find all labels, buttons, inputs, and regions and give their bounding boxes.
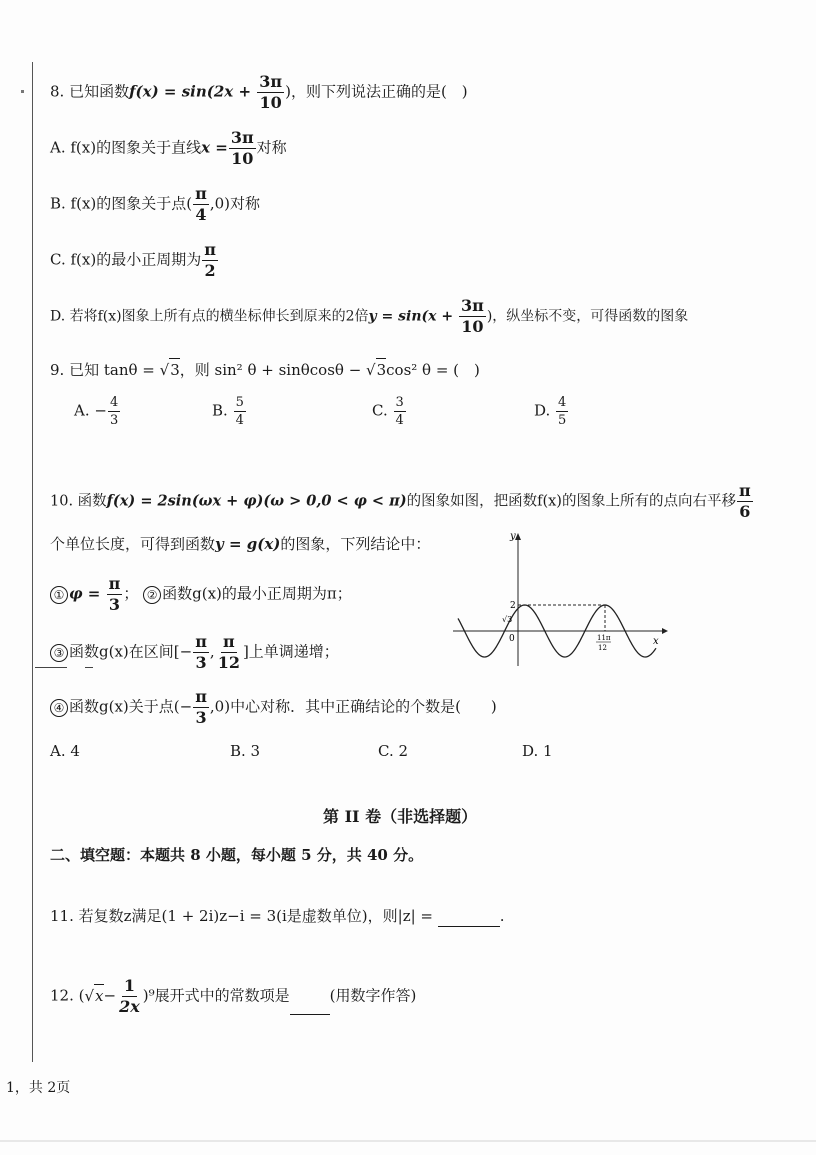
page-footer: 1，共 2页	[6, 1080, 71, 1096]
q11-answer-blank[interactable]	[438, 904, 500, 927]
q10-s4-num: π	[195, 687, 207, 706]
q8-c-num: π	[204, 240, 216, 259]
q10-function: f(x) = 2sin(ωx + φ)(ω > 0,0 < φ < π)	[106, 492, 407, 510]
scan-dash	[35, 667, 67, 668]
q10-option-b: B. 3	[230, 742, 261, 760]
q10-shift-fraction	[737, 483, 753, 520]
origin-label: 0	[509, 634, 515, 644]
q12-minus: −	[103, 986, 117, 1005]
q8-a-fraction	[229, 130, 256, 167]
q9-d-fraction	[556, 396, 568, 427]
q8-frac-num: 3π	[259, 72, 283, 91]
q9-stem-end: cos² θ = ( )	[386, 361, 480, 379]
q8-a-text: A. f(x)的图象关于直线	[50, 138, 202, 157]
q10-s2-text: 函数g(x)的最小正周期为π；	[162, 584, 352, 603]
q10-s3-den1: 3	[195, 653, 207, 672]
scan-edge	[0, 1140, 816, 1142]
q10-line2-text: 个单位长度，可得到函数	[50, 535, 216, 553]
q9-d-num: 4	[558, 395, 567, 410]
q10-s4-end: ,0)中心对称．其中正确结论的个数是( )	[209, 697, 497, 716]
q10-line2-end: 的图象，下列结论中：	[280, 535, 431, 553]
circle-2-marker: ②	[143, 586, 161, 604]
q12-power: )⁹展开式中的常数项是	[142, 986, 290, 1005]
scan-mark	[21, 90, 24, 93]
q12-sqrt-arg: x	[94, 984, 103, 1007]
q8-function: f(x) = sin(2x +	[129, 82, 257, 101]
q9-c-den: 4	[395, 413, 404, 428]
q8-fraction	[257, 74, 284, 111]
q8-d-num: 3π	[461, 296, 484, 315]
q8-stem	[50, 74, 468, 111]
q12-den: 2x	[119, 997, 140, 1016]
q8-d-function: y = sin(x +	[368, 308, 458, 325]
q11-text: 11. 若复数z满足(1 + 2i)z−i = 3(i是虚数单位)，则|z| =	[50, 907, 438, 925]
q8-a-end: 对称	[256, 138, 287, 157]
margin-rule	[32, 62, 33, 1062]
q9-d-den: 5	[558, 413, 567, 428]
q10-option-c: C. 2	[378, 742, 409, 760]
q10-shift-num: π	[738, 481, 751, 500]
q11	[50, 904, 505, 927]
q10-s3-text: 函数g(x)在区间[−	[69, 642, 193, 661]
q9-sqrt-arg: 3	[169, 358, 180, 381]
q10-s3-num1: π	[195, 632, 207, 651]
q12-answer-blank[interactable]	[290, 992, 330, 1015]
q10-statement-3	[50, 634, 339, 671]
y-axis-label: y	[510, 531, 516, 542]
y-axis-arrow	[515, 533, 521, 540]
q9-option-b	[212, 396, 247, 427]
q9-sqrt-arg-2: 3	[376, 358, 387, 381]
q8-b-num: π	[195, 184, 207, 203]
q10-option-a: A. 4	[50, 742, 80, 760]
q8-b-den: 4	[195, 205, 207, 224]
scan-dash	[85, 667, 93, 668]
x-axis-arrow	[662, 628, 668, 634]
q9-a-sign: −	[94, 401, 107, 420]
q8-d-fraction	[459, 298, 486, 335]
circle-4-marker: ④	[50, 699, 68, 717]
sine-graph	[450, 528, 672, 668]
q10-s3-end: ]上单调递增；	[242, 642, 339, 661]
q9-c-label: C.	[372, 401, 388, 420]
q8-c-den: 2	[204, 261, 216, 280]
q8-stem-end: )，则下列说法正确的是( )	[285, 82, 468, 101]
q10-statement-1-2	[50, 576, 352, 613]
q9-sqrt: √3	[160, 361, 180, 379]
q10-line2-func: y = g(x)	[215, 535, 281, 553]
q8-b-end: ,0)对称	[209, 194, 261, 213]
q8-c-fraction	[202, 242, 218, 279]
q9-b-den: 4	[235, 413, 244, 428]
q8-option-c	[50, 242, 219, 279]
q8-a-num: 3π	[230, 128, 254, 147]
q9-a-num: 4	[109, 395, 119, 410]
q10-s1-end: ；	[123, 584, 139, 603]
q8-d-den: 10	[461, 317, 484, 336]
q9-stem-mid: ，则 sin² θ + sinθcosθ −	[179, 361, 367, 379]
q9-a-den: 3	[109, 413, 119, 428]
tick-den: 12	[598, 644, 607, 652]
q9-option-c	[372, 396, 407, 427]
q9-option-a	[74, 396, 121, 427]
q8-b-text: B. f(x)的图象关于点(	[50, 194, 193, 213]
q12-text: 12. (	[50, 986, 85, 1005]
section-title: 第 II 卷（非选择题）	[323, 807, 478, 826]
q8-c-text: C. f(x)的最小正周期为	[50, 250, 202, 269]
q9-a-fraction	[108, 396, 120, 427]
section-intro: 二、填空题：本题共 8 小题，每小题 5 分，共 40 分。	[50, 846, 424, 864]
q9-stem-text: 9. 已知 tanθ =	[50, 361, 160, 379]
q8-option-b	[50, 186, 260, 223]
circle-1-marker: ①	[50, 586, 68, 604]
sqrt3-label: √3	[502, 615, 513, 624]
q10-s4-den: 3	[195, 708, 207, 727]
q12	[50, 978, 416, 1015]
q8-d-text: D. 若将f(x)图象上所有点的横坐标伸长到原来的2倍	[50, 308, 369, 325]
q8-a-var: x =	[201, 138, 228, 157]
q10-s1-num: π	[108, 574, 121, 593]
q9-c-num: 3	[395, 395, 404, 410]
q9-d-label: D.	[534, 401, 551, 420]
q9-b-fraction	[234, 396, 246, 427]
q10-s4-text: 函数g(x)关于点(−	[69, 697, 193, 716]
q8-d-end: )，纵坐标不变，可得函数的图象	[486, 308, 689, 325]
q9-option-d	[534, 396, 569, 427]
q10-stem-mid: 的图象如图，把函数f(x)的图象上所有的点向右平移	[406, 493, 736, 510]
q8-option-a	[50, 130, 287, 167]
q11-end: .	[499, 907, 505, 925]
q9-c-fraction	[394, 396, 406, 427]
q10-stem-text: 10. 函数	[50, 493, 107, 510]
q10-s3-fraction-1	[193, 634, 209, 671]
q9-a-label: A.	[74, 401, 90, 420]
circle-3-marker: ③	[50, 644, 68, 662]
q8-stem-text: 8. 已知函数	[50, 82, 130, 101]
q10-line2	[50, 533, 430, 555]
q10-s3-comma: ,	[209, 642, 215, 661]
q10-s3-fraction-2	[216, 634, 242, 671]
q10-stem	[50, 483, 754, 520]
q12-end: (用数字作答)	[329, 986, 417, 1005]
q10-statement-4	[50, 689, 497, 726]
q10-s1-fraction	[107, 576, 123, 613]
q10-s1-text: φ =	[69, 584, 106, 603]
q9-sqrt-2: √3	[366, 361, 386, 379]
max-label: 2	[510, 601, 516, 611]
x-axis-label: x	[653, 636, 659, 647]
q9-stem	[50, 358, 480, 381]
q10-shift-den: 6	[739, 502, 751, 521]
q10-s1-den: 3	[108, 595, 121, 614]
q12-sqrt: √x	[84, 987, 103, 1005]
q8-option-d	[50, 298, 688, 335]
q8-b-fraction	[193, 186, 209, 223]
q10-s3-num2: π	[222, 632, 235, 651]
q9-b-num: 5	[235, 395, 244, 410]
q8-frac-den: 10	[259, 93, 282, 112]
q10-s4-fraction	[193, 689, 209, 726]
q8-a-den: 10	[231, 149, 254, 168]
q12-num: 1	[123, 976, 135, 995]
q12-fraction	[117, 978, 142, 1015]
q10-s3-den2: 12	[217, 653, 240, 672]
q9-b-label: B.	[212, 401, 228, 420]
q10-option-d: D. 1	[522, 742, 553, 760]
tick-num: 11π	[597, 634, 611, 642]
